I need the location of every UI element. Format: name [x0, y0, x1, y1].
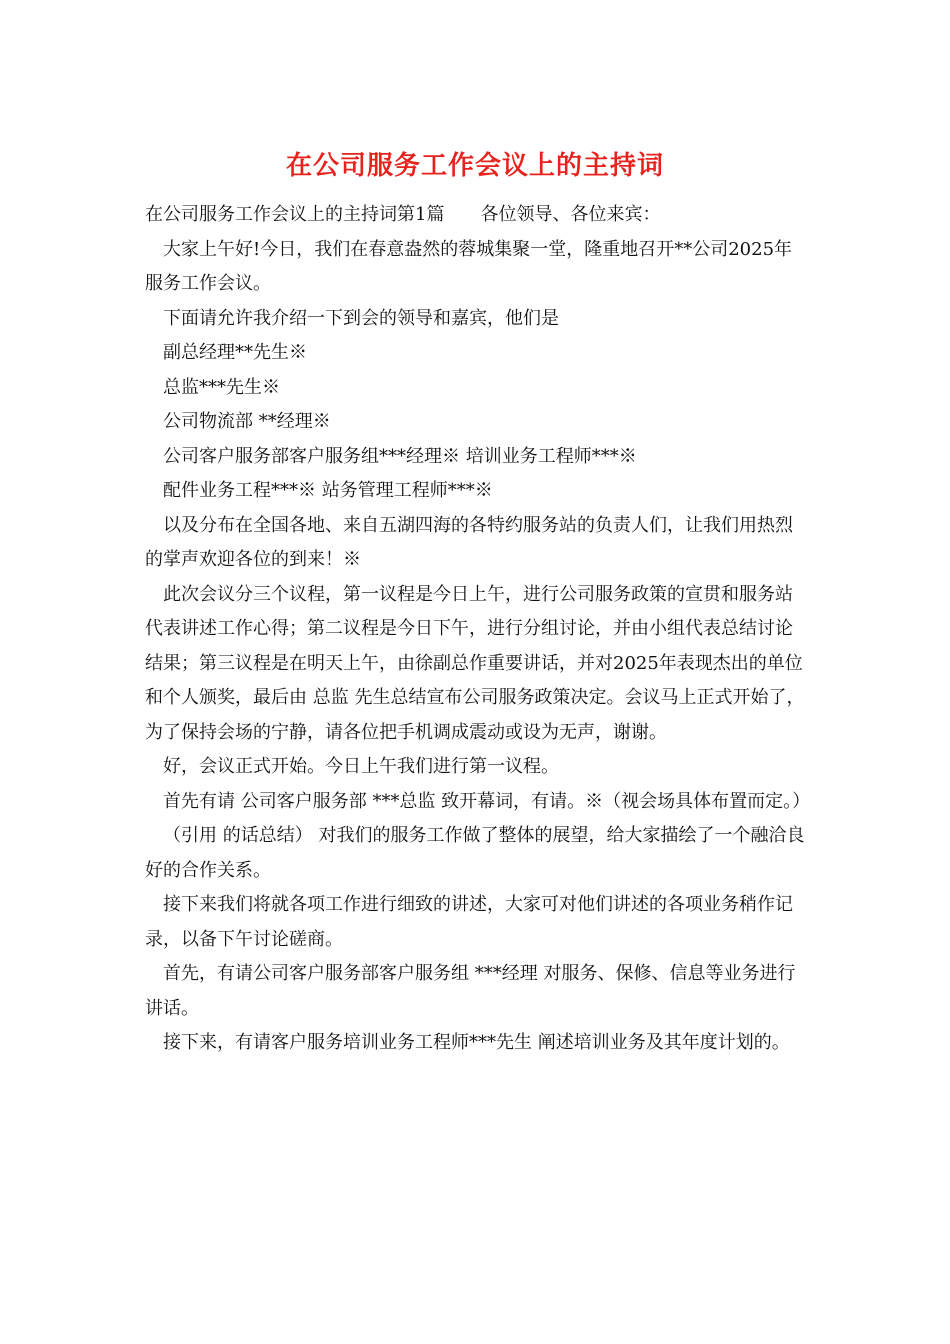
document-title: 在公司服务工作会议上的主持词 — [285, 151, 664, 181]
paragraph-next: 接下来我们将就各项工作进行细致的讲述，大家可对他们讲述的各项业务稍作记录，以备下午讨论磋商。 — [145, 894, 793, 950]
paragraph-summary: （引用 的话总结） 对我们的服务工作做了整体的展望，给大家描绘了一个融洽良好的合作关系。 — [145, 825, 805, 881]
paragraph-intro: 在公司服务工作会议上的主持词第1篇 各位领导、各位来宾： — [145, 204, 661, 225]
paragraph-second-speaker: 接下来，有请客户服务培训业务工程师***先生 阐述培训业务及其年度计划的。 — [163, 1032, 790, 1053]
paragraph-first-speaker: 首先，有请公司客户服务部客户服务组 ***经理 对服务、保修、信息等业务进行讲话。 — [145, 963, 796, 1019]
paragraph-introduce-guests: 下面请允许我介绍一下到会的领导和嘉宾，他们是 — [163, 307, 559, 329]
paragraph-start: 好，会议正式开始。今日上午我们进行第一议程。 — [163, 756, 559, 777]
guest-line: 配件业务工程***※ 站务管理工程师***※ — [163, 480, 493, 501]
paragraph-welcome: 以及分布在全国各地、来自五湖四海的各特约服务站的负责人们，让我们用热烈的掌声欢迎各位的到来！※ — [145, 514, 793, 570]
paragraph-agenda: 此次会议分三个议程，第一议程是今日上午，进行公司服务政策的宣贯和服务站代表讲述工作心得；第二议程是今日下午，进行分组讨论，并由小组代表总结讨论结果；第三议程是在明天上午，由徐副总作重要讲话，并对2025年表现杰出的单位和个人颁奖，最后由 总监 先生总结宣布公司服务政策决定。会议马上正式开始了，为了保持会场的宁静，请各位把手机调成震动或设为无声，谢谢。 — [145, 583, 805, 743]
paragraph-greeting: 大家上午好!今日，我们在春意盎然的蓉城集聚一堂，隆重地召开**公司2025年服务工作会议。 — [145, 238, 793, 294]
guest-line: 公司物流部 **经理※ — [163, 411, 331, 432]
guest-line: 副总经理**先生※ — [163, 342, 307, 363]
guest-line: 公司客户服务部客户服务组***经理※ 培训业务工程师***※ — [163, 445, 637, 467]
guest-line: 总监***先生※ — [163, 376, 280, 398]
document-body — [145, 198, 810, 1061]
paragraph-opening-speech: 首先有请 公司客户服务部 ***总监 致开幕词，有请。※（视会场具体布置而定。） — [163, 790, 811, 812]
